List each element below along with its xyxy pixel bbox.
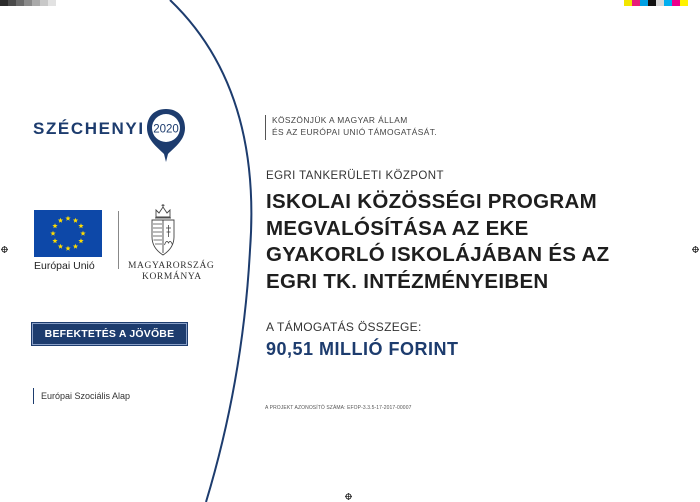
project-id: A PROJEKT AZONOSÍTÓ SZÁMA: EFOP-3.3.5-17-2017-00007 [265, 405, 412, 411]
project-title [266, 189, 686, 295]
eu-star-icon [52, 223, 57, 228]
eu-star-icon [58, 244, 63, 249]
eu-star-icon [50, 231, 55, 236]
eu-star-icon [58, 218, 63, 223]
thanks-line-1: KÖSZÖNJÜK A MAGYAR ÁLLAM [272, 115, 408, 125]
szechenyi-year: 2020 [153, 123, 179, 136]
esf-accent-bar [33, 388, 34, 404]
thanks-line-2: ÉS AZ EURÓPAI UNIÓ TÁMOGATÁSÁT. [272, 127, 438, 137]
project-title-line: GYAKORLÓ ISKOLÁJÁBAN ÉS AZ [266, 243, 610, 266]
organization-name: EGRI TANKERÜLETI KÖZPONT [266, 170, 444, 182]
funding-amount-label: A TÁMOGATÁS ÖSSZEGE: [266, 320, 422, 334]
invest-in-future-badge: BEFEKTETÉS A JÖVŐBE [32, 323, 187, 345]
thanks-accent-bar [265, 115, 266, 140]
project-title-line: ISKOLAI KÖZÖSSÉGI PROGRAM [266, 190, 597, 213]
eu-star-icon [65, 246, 70, 251]
eu-label: Európai Unió [34, 260, 95, 272]
szechenyi-wordmark: SZÉCHENYI [33, 119, 145, 138]
esf-label: Európai Szociális Alap [41, 391, 131, 401]
government-label-line1: MAGYARORSZÁG [128, 261, 215, 271]
eu-star-icon [80, 231, 85, 236]
eu-star-icon [78, 238, 83, 243]
eu-star-icon [73, 218, 78, 223]
funding-amount-value: 90,51 MILLIÓ FORINT [266, 339, 459, 359]
eu-star-icon [65, 216, 70, 221]
eu-star-icon [78, 223, 83, 228]
project-title-line: MEGVALÓSÍTÁSA AZ EKE [266, 216, 529, 240]
hungary-coat-of-arms-icon [148, 203, 178, 257]
government-label-line2: KORMÁNYA [142, 272, 202, 282]
eu-flag-icon [34, 210, 102, 257]
project-title-line: EGRI TK. INTÉZMÉNYEIBEN [266, 269, 549, 293]
szechenyi-pin-icon [145, 107, 187, 163]
eu-star-icon [73, 244, 78, 249]
logo-divider [118, 211, 119, 269]
eu-star-icon [52, 238, 57, 243]
